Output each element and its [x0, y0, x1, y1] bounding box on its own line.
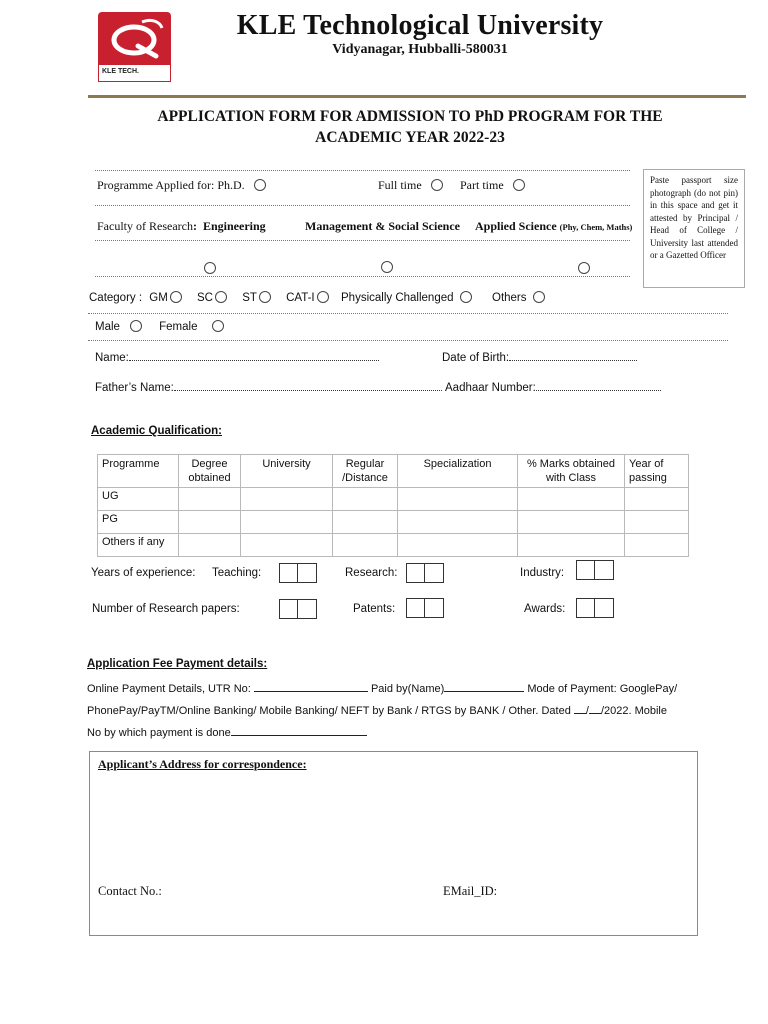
payment-line-1: Online Payment Details, UTR No: Paid by(Name) Mode of Payment: GooglePay/	[87, 680, 677, 695]
table-cell[interactable]	[398, 488, 518, 511]
female-radio[interactable]	[212, 320, 224, 332]
table-cell[interactable]	[179, 534, 241, 557]
col-header: Regular /Distance	[333, 455, 398, 488]
table-row	[98, 534, 689, 557]
academic-heading: Academic Qualification:	[91, 425, 223, 437]
management-radio[interactable]	[381, 261, 393, 273]
form-title-line1: APPLICATION FORM FOR ADMISSION TO PhD PROGRAM FOR THE	[157, 108, 663, 125]
part-time-radio[interactable]	[513, 179, 525, 191]
row-label: PG	[98, 511, 179, 534]
row-label: UG	[98, 488, 179, 511]
photo-instructions: Paste passport size photograph (do not pin) in this space and get it attested by Principal / Head of College / University last attended or a Gazetted Officer	[650, 175, 738, 260]
research-papers-label: Number of Research papers:	[92, 603, 240, 615]
col-header: Degree obtained	[179, 455, 241, 488]
table-cell[interactable]	[241, 511, 333, 534]
paid-by-field[interactable]	[444, 680, 524, 692]
photo-box	[643, 169, 745, 288]
academic-table	[97, 454, 689, 557]
table-cell[interactable]	[179, 488, 241, 511]
phd-radio[interactable]	[254, 179, 266, 191]
col-header: % Marks obtained with Class	[518, 455, 625, 488]
full-time-radio[interactable]	[431, 179, 443, 191]
logo-text: KLE TECH.	[102, 68, 139, 75]
table-cell[interactable]	[241, 488, 333, 511]
awards-input[interactable]	[576, 598, 614, 618]
male-radio[interactable]	[130, 320, 142, 332]
table-cell[interactable]	[333, 534, 398, 557]
section-divider	[95, 240, 630, 241]
header-rule	[88, 95, 746, 98]
table-cell[interactable]	[398, 511, 518, 534]
sc-radio[interactable]	[215, 291, 227, 303]
others-radio[interactable]	[533, 291, 545, 303]
col-header: Specialization	[398, 455, 518, 488]
part-time-option: Part time	[460, 178, 525, 193]
research-label: Research:	[345, 567, 398, 579]
faculty-applied: Applied Science (Phy, Chem, Maths)	[475, 219, 633, 233]
university-address: Vidyanagar, Hubballi-580031	[332, 42, 508, 57]
table-cell[interactable]	[625, 534, 689, 557]
form-title-line2: ACADEMIC YEAR 2022-23	[315, 129, 505, 146]
table-cell[interactable]	[518, 488, 625, 511]
father-name-field[interactable]: Father’s Name:	[95, 381, 442, 394]
industry-label: Industry:	[520, 567, 565, 579]
utr-field[interactable]	[254, 680, 368, 692]
industry-input[interactable]	[576, 560, 614, 580]
cat-i-radio[interactable]	[317, 291, 329, 303]
research-papers-input[interactable]	[279, 599, 317, 619]
mobile-field[interactable]	[231, 724, 367, 736]
section-divider	[95, 276, 630, 277]
table-cell[interactable]	[398, 534, 518, 557]
patents-input[interactable]	[406, 598, 444, 618]
table-cell[interactable]	[241, 534, 333, 557]
dob-field[interactable]: Date of Birth:	[442, 351, 637, 364]
gm-radio[interactable]	[170, 291, 182, 303]
table-cell[interactable]	[518, 534, 625, 557]
name-field[interactable]: Name:	[95, 351, 379, 364]
section-divider	[95, 205, 630, 206]
table-cell[interactable]	[625, 488, 689, 511]
patents-label: Patents:	[353, 603, 396, 615]
aadhaar-field[interactable]: Aadhaar Number:	[445, 381, 661, 394]
table-cell[interactable]	[179, 511, 241, 534]
physically-challenged-option: Physically Challenged	[341, 292, 472, 304]
faculty-management: Management & Social Science	[305, 219, 460, 233]
table-row	[98, 511, 689, 534]
col-header: Programme	[98, 455, 179, 488]
section-divider	[88, 313, 728, 314]
payment-heading: Application Fee Payment details:	[87, 658, 268, 670]
section-divider	[88, 340, 728, 341]
years-experience-label: Years of experience:	[91, 567, 196, 579]
contact-label: Contact No.:	[98, 884, 162, 898]
faculty-engineering: Engineering	[203, 219, 266, 233]
engineering-radio[interactable]	[204, 262, 216, 274]
faculty-label: Faculty of Research:	[97, 219, 197, 233]
col-header: Year of passing	[625, 455, 689, 488]
university-name: KLE Technological University	[236, 10, 604, 41]
row-label: Others if any	[98, 534, 179, 557]
date-day-field[interactable]	[574, 702, 586, 714]
others-option: Others	[492, 292, 545, 304]
table-cell[interactable]	[333, 488, 398, 511]
programme-applied: Programme Applied for: Ph.D.	[97, 178, 266, 193]
university-logo	[98, 12, 171, 82]
full-time-option: Full time	[378, 178, 443, 193]
teaching-input[interactable]	[279, 563, 317, 583]
section-divider	[95, 170, 630, 171]
table-cell[interactable]	[333, 511, 398, 534]
email-label: EMail_ID:	[443, 884, 498, 898]
applied-science-radio[interactable]	[578, 262, 590, 274]
awards-label: Awards:	[524, 603, 566, 615]
category-row: Category : GM SC ST CAT-I	[89, 292, 329, 304]
table-row	[98, 488, 689, 511]
payment-line-3: No by which payment is done	[87, 724, 367, 739]
date-month-field[interactable]	[589, 702, 601, 714]
logo-mark-icon	[98, 12, 171, 64]
st-radio[interactable]	[259, 291, 271, 303]
table-cell[interactable]	[625, 511, 689, 534]
table-cell[interactable]	[518, 511, 625, 534]
address-box[interactable]	[89, 751, 698, 936]
table-header-row	[98, 455, 689, 488]
address-heading: Applicant’s Address for correspondence:	[98, 757, 307, 771]
payment-line-2: PhonePay/PayTM/Online Banking/ Mobile Banking/ NEFT by Bank / RTGS by BANK / Other. Dated / /2022. Mobile	[87, 702, 667, 717]
col-header: University	[241, 455, 333, 488]
teaching-label: Teaching:	[212, 567, 262, 579]
gender-row: Male Female	[95, 321, 224, 333]
research-input[interactable]	[406, 563, 444, 583]
physically-challenged-radio[interactable]	[460, 291, 472, 303]
